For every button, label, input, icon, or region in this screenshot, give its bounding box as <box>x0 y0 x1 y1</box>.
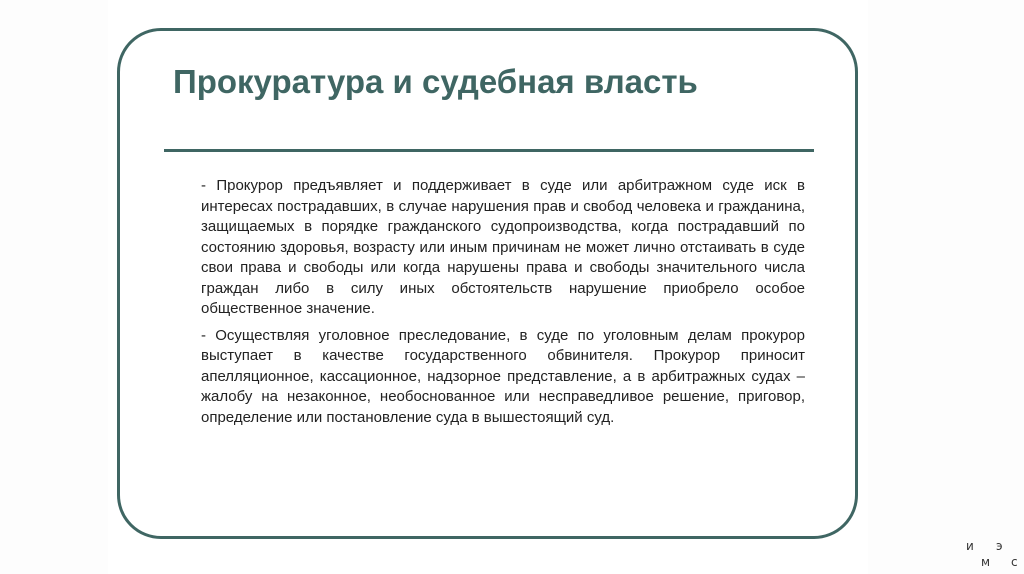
paragraph-criminal-prosecution: - Осуществляя уголовное преследование, в суде по уголовным делам прокурор выступает в качестве государственного обвинителя. Прокурор приносит апелляционное, кассационное, надзорное представление, а в арбитражных судах – жалобу на незаконное, необоснованное или несправедливое решение, приговор, определение или постановление суда в вышестоящий суд. <box>201 326 805 426</box>
slide-body <box>201 176 805 434</box>
title-divider <box>164 149 814 152</box>
watermark-letter: м <box>981 555 991 569</box>
paragraph-prosecutor-claim: - Прокурор предъявляет и поддерживает в суде или арбитражном суде иск в интересах пострадавших, в случае нарушения прав и свобод человека и гражданина, защищаемых в порядке гражданского судопроизводства, когда пострадавший по состоянию здоровья, возрасту или иным причинам не может лично отстаивать в суде свои права и свободы или когда нарушены права и свободы значительного числа граждан либо в силу иных обстоятельств нарушение приобрело особое общественное значение. <box>201 177 805 317</box>
watermark-letter: э <box>996 539 1003 553</box>
right-margin-band <box>868 0 1024 574</box>
watermark-letter: и <box>966 539 974 553</box>
slide-title: Прокуратура и судебная власть <box>173 63 698 100</box>
left-margin-band <box>0 0 108 574</box>
watermark-logo <box>962 537 1022 571</box>
watermark-letter: с <box>1011 555 1018 569</box>
